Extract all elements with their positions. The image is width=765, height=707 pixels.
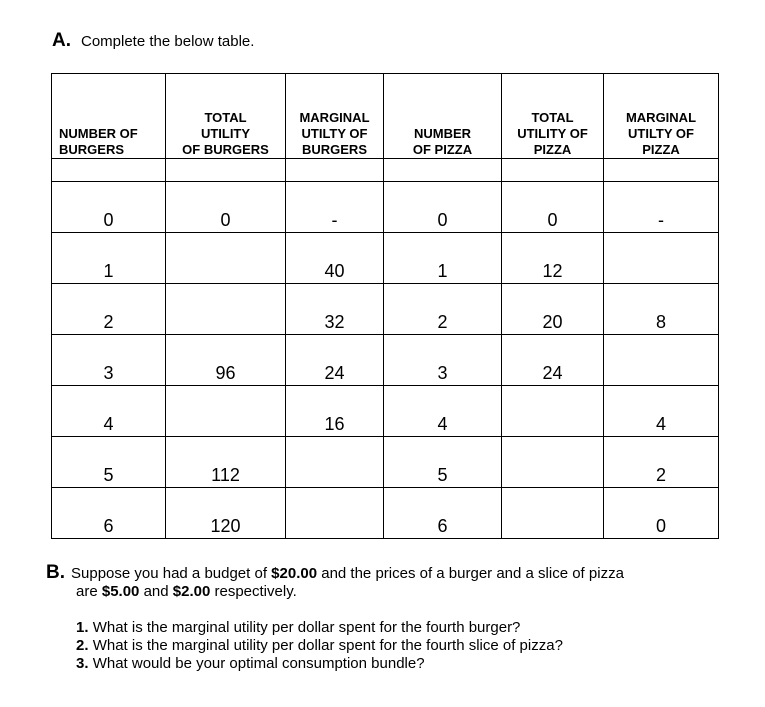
budget-value: $20.00 (271, 565, 318, 582)
intro-text: and the prices of a burger and a slice of pizza (317, 565, 624, 582)
table-cell: 2 (384, 284, 502, 335)
table-spacer-row (52, 159, 719, 182)
table-cell: 32 (286, 284, 384, 335)
table-cell: - (604, 182, 719, 233)
table-cell: 1 (52, 233, 166, 284)
section-b-intro-line-2 (46, 583, 746, 601)
table-cell (166, 386, 286, 437)
table-cell: 6 (52, 488, 166, 539)
table-cell: 120 (166, 488, 286, 539)
header-number-of-pizza: NUMBER OF PIZZA (384, 74, 502, 159)
intro-text: Suppose you had a budget of (71, 565, 272, 582)
table-cell: 0 (384, 182, 502, 233)
table-row (52, 335, 719, 386)
table-cell: 112 (166, 437, 286, 488)
table-cell: 24 (502, 335, 604, 386)
table-cell (604, 335, 719, 386)
table-cell (286, 437, 384, 488)
section-b-intro-line-1 (46, 564, 746, 583)
questions-list (46, 619, 746, 673)
table-row (52, 182, 719, 233)
header-marginal-utility-pizza: MARGINAL UTILTY OF PIZZA (604, 74, 719, 159)
table-cell: 4 (604, 386, 719, 437)
table-cell (502, 386, 604, 437)
table-cell: 2 (604, 437, 719, 488)
table-cell: 0 (502, 182, 604, 233)
section-b (46, 564, 746, 673)
table-cell: 5 (52, 437, 166, 488)
table-cell (502, 488, 604, 539)
table-cell (166, 284, 286, 335)
table-row (52, 437, 719, 488)
table-row (52, 233, 719, 284)
table-cell: 0 (166, 182, 286, 233)
table-cell: 96 (166, 335, 286, 386)
section-a-instruction: Complete the below table. (81, 33, 255, 50)
table-cell: 3 (384, 335, 502, 386)
question-item: 1. What is the marginal utility per dollar spent for the fourth burger? (76, 619, 521, 636)
section-a-heading (52, 30, 254, 52)
table-cell: 6 (384, 488, 502, 539)
table-cell: 4 (384, 386, 502, 437)
table-row (52, 386, 719, 437)
question-item: 3. What would be your optimal consumption bundle? (76, 655, 425, 672)
table-row (52, 488, 719, 539)
intro-text: are (76, 583, 102, 600)
header-total-utility-burgers: TOTAL UTILITY OF BURGERS (166, 74, 286, 159)
pizza-price: $2.00 (172, 583, 211, 600)
table-header-row (52, 74, 719, 159)
header-total-utility-pizza: TOTAL UTILITY OF PIZZA (502, 74, 604, 159)
table-cell: 40 (286, 233, 384, 284)
header-number-of-burgers: NUMBER OF BURGERS (52, 74, 166, 159)
table-cell: 3 (52, 335, 166, 386)
spacer-cell (286, 159, 384, 182)
spacer-cell (604, 159, 719, 182)
intro-text: and (139, 583, 173, 600)
utility-table (51, 73, 719, 539)
spacer-cell (52, 159, 166, 182)
spacer-cell (502, 159, 604, 182)
spacer-cell (384, 159, 502, 182)
table-cell: 12 (502, 233, 604, 284)
table-cell: 4 (52, 386, 166, 437)
section-b-letter: B. (46, 562, 65, 583)
spacer-cell (166, 159, 286, 182)
table-cell: 20 (502, 284, 604, 335)
table-cell: 0 (604, 488, 719, 539)
table-cell: - (286, 182, 384, 233)
table-cell (286, 488, 384, 539)
section-a-letter: A. (52, 30, 71, 51)
question-item: 2. What is the marginal utility per dollar spent for the fourth slice of pizza? (76, 637, 563, 654)
table-cell: 2 (52, 284, 166, 335)
table-cell: 8 (604, 284, 719, 335)
table-cell: 1 (384, 233, 502, 284)
table-cell: 0 (52, 182, 166, 233)
header-marginal-utility-burgers: MARGINAL UTILTY OF BURGERS (286, 74, 384, 159)
table-cell: 5 (384, 437, 502, 488)
table-cell (502, 437, 604, 488)
intro-text: respectively. (210, 583, 297, 600)
burger-price: $5.00 (101, 583, 140, 600)
table-cell (604, 233, 719, 284)
table-cell (166, 233, 286, 284)
table-row (52, 284, 719, 335)
table-cell: 16 (286, 386, 384, 437)
table-cell: 24 (286, 335, 384, 386)
